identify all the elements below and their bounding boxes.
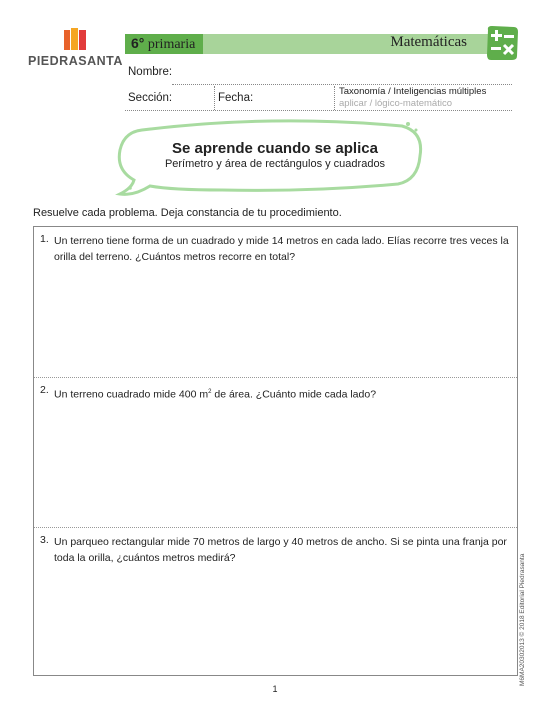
- grade-badge: [125, 34, 203, 54]
- book-logo-icon: [62, 28, 88, 52]
- problem-1[interactable]: [34, 227, 517, 377]
- taxonomy-value: aplicar / lógico-matemático: [339, 98, 452, 109]
- form-bottom-line: [125, 110, 512, 111]
- section-label: Sección:: [128, 92, 173, 104]
- subject-band: [203, 34, 503, 54]
- taxonomy-label: Taxonomía / Inteligencias múltiples: [339, 86, 487, 97]
- math-operations-icon: [484, 24, 520, 62]
- instructions-text: Resuelve cada problema. Deja constancia de tu procedimiento.: [33, 207, 342, 219]
- name-field[interactable]: [172, 84, 512, 85]
- subject-title: Matemáticas: [390, 34, 467, 50]
- problem-number: 1.: [40, 233, 49, 245]
- grade-word: primaria: [147, 37, 196, 52]
- field-divider: [334, 86, 335, 110]
- date-label: Fecha:: [218, 92, 254, 104]
- problem-text: Un terreno cuadrado mide 400 $m^2$ de área. ¿Cuánto mide cada lado?: [54, 388, 377, 401]
- brand-name: PIEDRASANTA: [28, 54, 123, 68]
- page-number: 1: [272, 684, 278, 694]
- grade-number: 6°: [131, 35, 145, 51]
- brand-logo: [28, 28, 123, 72]
- problem-text: Un parqueo rectangular mide 70 metros de largo y 40 metros de ancho. Si se pinta una franja por toda la orilla, ¿cuántos metros medirá?: [54, 536, 507, 564]
- copyright-code: M6MA20302013 © 2018 Editorial Piedrasanta: [519, 553, 526, 686]
- problem-2[interactable]: [34, 377, 517, 527]
- worksheet-title: Se aprende cuando se aplica: [172, 140, 378, 157]
- problem-number: 3.: [40, 534, 49, 546]
- field-divider: [214, 86, 215, 110]
- problem-text: Un terreno tiene forma de un cuadrado y mide 14 metros en cada lado. Elías recorre tres veces la orilla del terreno. ¿Cuántos metros recorre en total?: [54, 235, 509, 263]
- problem-number: 2.: [40, 384, 49, 396]
- worksheet-subtitle: Perímetro y área de rectángulos y cuadrados: [164, 158, 386, 170]
- problems-box: [33, 226, 518, 676]
- problem-3[interactable]: [34, 527, 517, 675]
- name-label: Nombre:: [128, 66, 173, 78]
